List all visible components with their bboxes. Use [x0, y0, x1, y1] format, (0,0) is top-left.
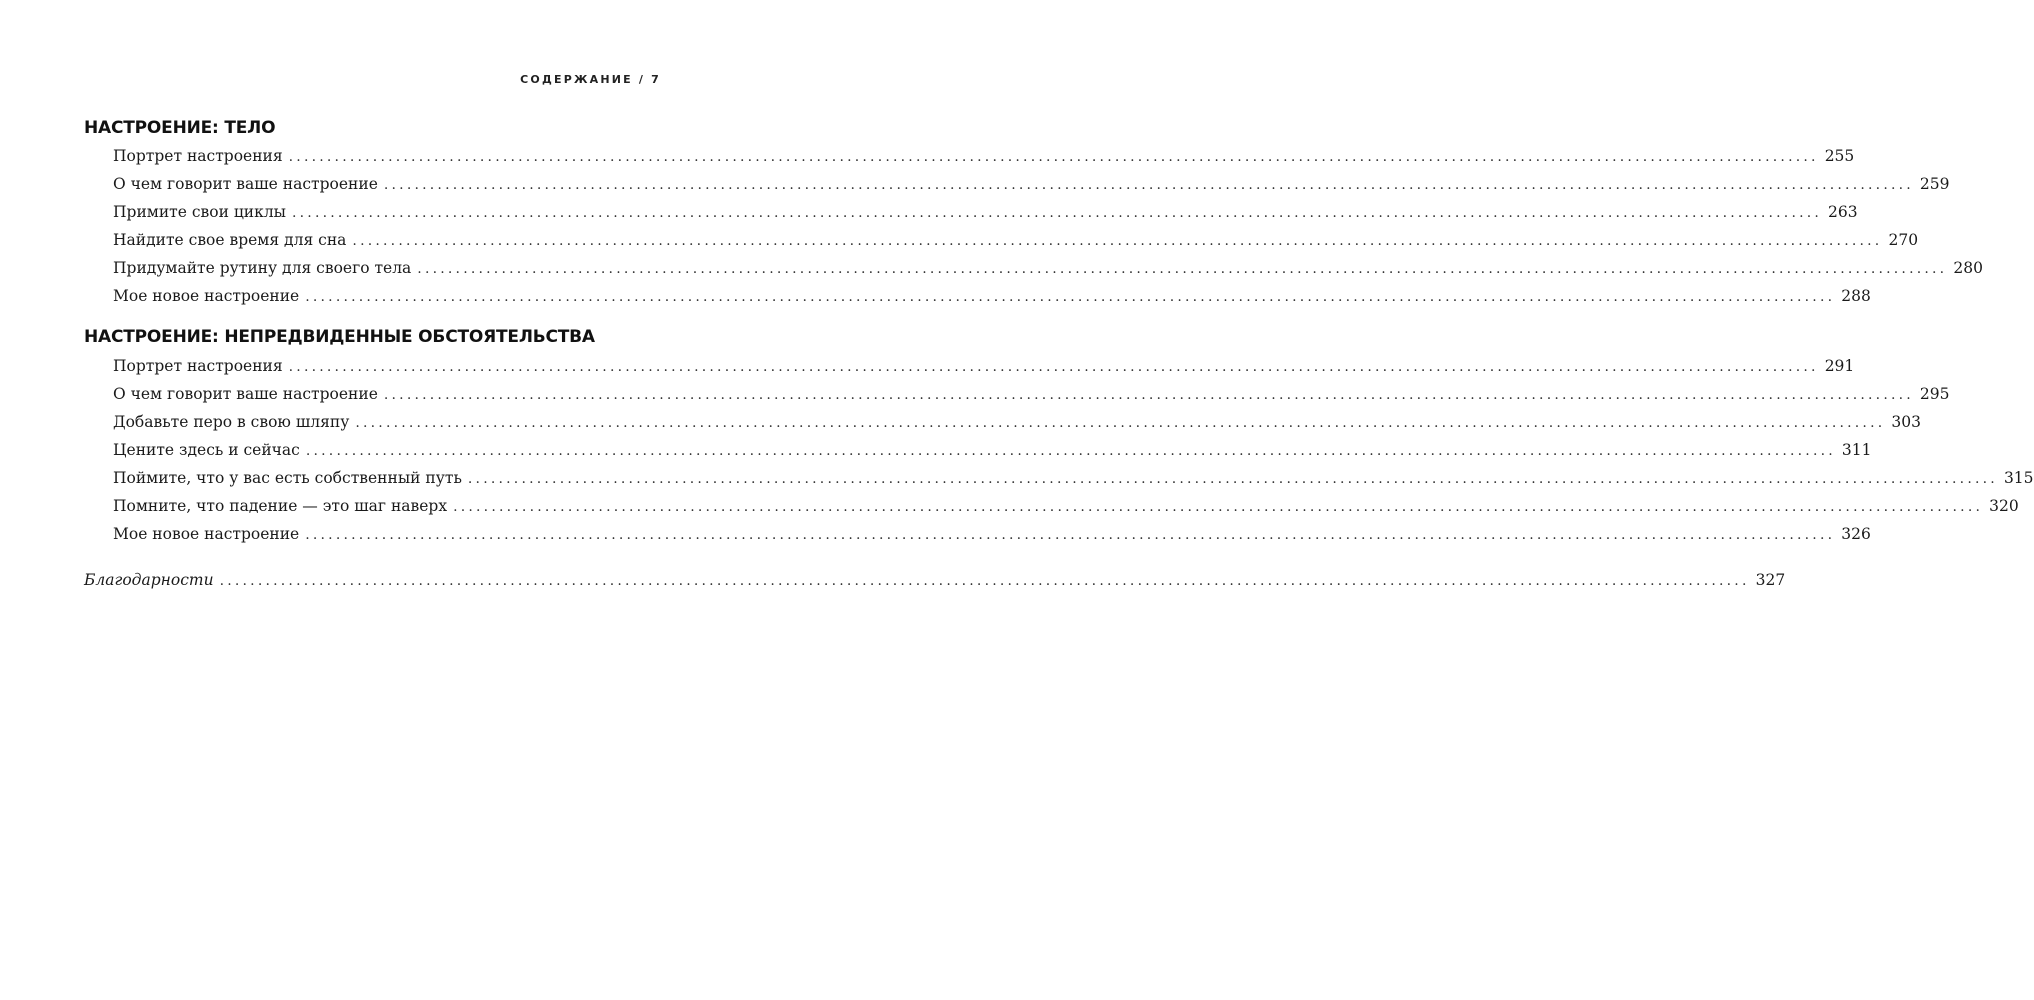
- toc-entry-title: Мое новое настроение: [113, 525, 300, 543]
- dot-leader: ........................................................................................................................................................................................................: [352, 233, 1883, 249]
- toc-entry-title: Добавьте перо в свою шляпу: [113, 413, 350, 431]
- toc-entry[interactable]: [113, 523, 1871, 546]
- toc-entry[interactable]: [113, 355, 1855, 378]
- toc-entry-title: Мое новое настроение: [113, 287, 300, 305]
- toc-entry[interactable]: [113, 495, 2019, 518]
- toc-entry-page: 320: [1989, 497, 2019, 515]
- dot-leader: ........................................................................................................................................................................................................: [355, 415, 1886, 431]
- dot-leader: ........................................................................................................................................................................................................: [305, 443, 1836, 459]
- toc-entry-title: Поймите, что у вас есть собственный путь: [113, 469, 462, 487]
- dot-leader: ........................................................................................................................................................................................................: [453, 499, 1984, 515]
- toc-entry-acknowledgements[interactable]: [84, 569, 1786, 592]
- toc-entry-title: Помните, что падение — это шаг наверх: [113, 497, 448, 515]
- toc-entry-page: 280: [1953, 259, 1983, 277]
- toc-entry-title: Портрет настроения: [113, 147, 283, 165]
- toc-entry-page: 270: [1888, 231, 1919, 249]
- toc-entry-page: 311: [1841, 441, 1872, 459]
- toc-entry-page: 326: [1841, 525, 1871, 543]
- toc-entry[interactable]: [113, 173, 1950, 196]
- toc-entry-page: 315: [2003, 469, 2034, 487]
- toc-entry-title: Благодарности: [84, 571, 214, 589]
- toc-entry[interactable]: [113, 383, 1950, 406]
- section-title-body: НАСТРОЕНИЕ: ТЕЛО: [84, 118, 276, 138]
- toc-entry-title: Найдите свое время для сна: [113, 231, 347, 249]
- dot-leader: ........................................................................................................................................................................................................: [417, 261, 1948, 277]
- toc-entry-title: Придумайте рутину для своего тела: [113, 259, 412, 277]
- toc-entry[interactable]: [113, 411, 1921, 434]
- toc-entry-page: 259: [1919, 175, 1950, 193]
- toc-entry-page: 291: [1824, 357, 1855, 375]
- dot-leader: ........................................................................................................................................................................................................: [288, 359, 1819, 375]
- toc-entry-page: 303: [1891, 413, 1921, 431]
- toc-entry-title: О чем говорит ваше настроение: [113, 175, 378, 193]
- toc-entry[interactable]: [113, 285, 1871, 308]
- dot-leader: ........................................................................................................................................................................................................: [292, 205, 1823, 221]
- toc-entry[interactable]: [113, 201, 1858, 224]
- dot-leader: ........................................................................................................................................................................................................: [288, 149, 1819, 165]
- toc-entry-title: Портрет настроения: [113, 357, 283, 375]
- dot-leader: ........................................................................................................................................................................................................: [305, 527, 1836, 543]
- dot-leader: ........................................................................................................................................................................................................: [305, 289, 1836, 305]
- running-head: СОДЕРЖАНИЕ / 7: [520, 73, 661, 86]
- toc-entry[interactable]: [113, 229, 1919, 252]
- toc-entry-page: 263: [1828, 203, 1858, 221]
- toc-entry-page: 295: [1919, 385, 1950, 403]
- toc-entry[interactable]: [113, 467, 2034, 490]
- toc-entry[interactable]: [113, 439, 1872, 462]
- toc-entry-page: 255: [1824, 147, 1855, 165]
- toc-entry-page: 327: [1755, 571, 1786, 589]
- dot-leader: ........................................................................................................................................................................................................: [383, 177, 1914, 193]
- dot-leader: ........................................................................................................................................................................................................: [219, 573, 1750, 589]
- toc-entry-page: 288: [1841, 287, 1871, 305]
- toc-entry[interactable]: [113, 257, 1983, 280]
- dot-leader: ........................................................................................................................................................................................................: [467, 471, 1998, 487]
- section-title-circumstances: НАСТРОЕНИЕ: НЕПРЕДВИДЕННЫЕ ОБСТОЯТЕЛЬСТВА: [84, 327, 595, 347]
- toc-entry-title: Примите свои циклы: [113, 203, 286, 221]
- toc-entry-title: О чем говорит ваше настроение: [113, 385, 378, 403]
- toc-entry[interactable]: [113, 145, 1855, 168]
- dot-leader: ........................................................................................................................................................................................................: [383, 387, 1914, 403]
- toc-entry-title: Цените здесь и сейчас: [113, 441, 300, 459]
